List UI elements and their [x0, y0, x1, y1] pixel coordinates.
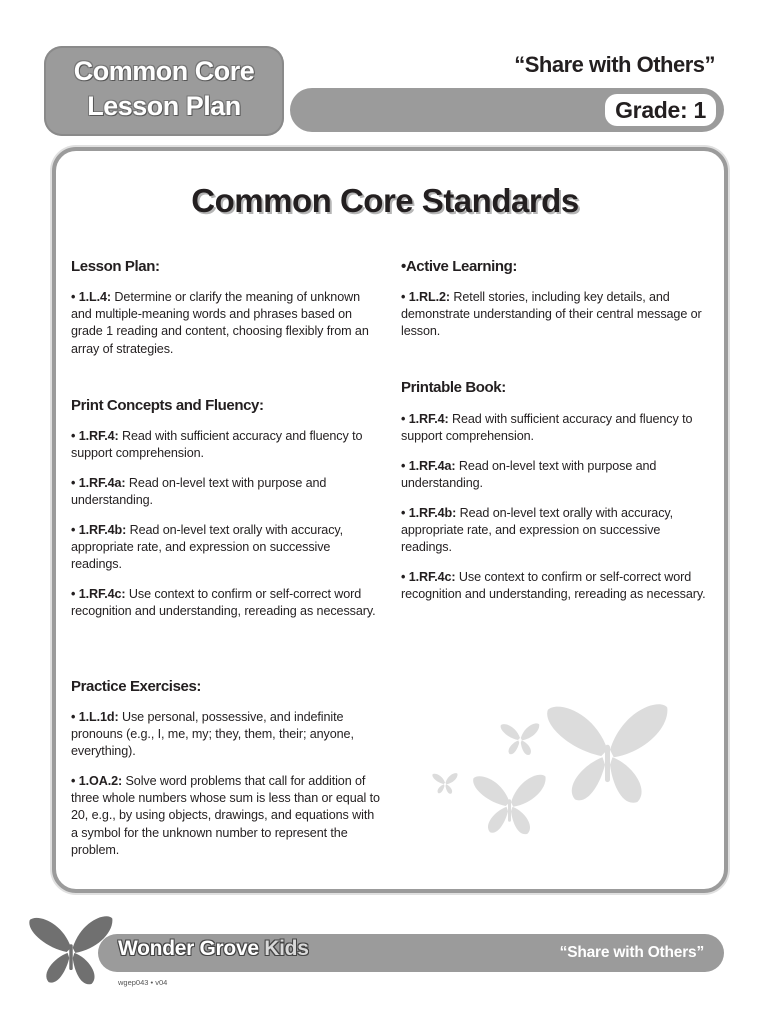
page-title: Common Core Standards	[191, 182, 579, 219]
standard-item	[401, 505, 711, 557]
standard-text: Read on-level text orally with accuracy, appropriate rate, and expression on successive readings.	[71, 523, 344, 572]
standard-code: • 1.RF.4c:	[71, 587, 126, 601]
standard-code: • 1.RF.4c:	[401, 570, 456, 584]
standard-code: • 1.RF.4:	[401, 412, 449, 426]
standard-text: Use personal, possessive, and indefinite pronouns (e.g., I, me, my; they, them, their; anyone, everything).	[71, 710, 354, 759]
standard-item	[71, 522, 383, 574]
badge-line-1: Common Core	[73, 56, 255, 86]
standard-code: • 1.RL.2:	[401, 290, 450, 304]
standard-item	[71, 475, 383, 509]
butterfly-icon	[500, 722, 540, 758]
document-code: wgep043 • v04	[118, 978, 168, 987]
standard-item	[71, 773, 383, 859]
badge-line-2: Lesson Plan	[87, 91, 241, 121]
lesson-plan-badge	[44, 46, 284, 136]
standard-item	[71, 586, 383, 620]
standard-item	[401, 569, 711, 603]
standard-item	[71, 709, 383, 761]
standard-text: Use context to confirm or self-correct word recognition and understanding, rereading as necessary.	[401, 570, 706, 602]
butterfly-icon	[432, 772, 458, 796]
standard-item	[401, 458, 711, 492]
standard-code: • 1.RF.4:	[71, 429, 119, 443]
standard-text: Read with sufficient accuracy and fluency to support comprehension.	[71, 429, 363, 461]
section-heading-lesson-plan: Lesson Plan:	[71, 258, 160, 275]
brand-kids: Kids	[264, 937, 309, 960]
grade-bar	[290, 88, 724, 132]
section-heading-print-concepts: Print Concepts and Fluency:	[71, 397, 264, 414]
standard-code: • 1.L.4:	[71, 290, 112, 304]
section-heading-printable-book: Printable Book:	[401, 379, 506, 396]
standard-text: Read on-level text with purpose and understanding.	[401, 459, 657, 491]
standard-item	[71, 289, 383, 358]
standard-code: • 1.OA.2:	[71, 774, 123, 788]
standard-code: • 1.RF.4a:	[401, 459, 456, 473]
standard-text: Read on-level text with purpose and understanding.	[71, 476, 327, 508]
standard-text: Retell stories, including key details, and demonstrate understanding of their central message or lesson.	[401, 290, 702, 339]
standard-text: Solve word problems that call for addition of three whole numbers whose sum is less than or equal to 20, e.g., by using objects, drawings, and equations with a symbol for the unknown number to represent the problem.	[71, 774, 380, 857]
standard-text: Read with sufficient accuracy and fluency to support comprehension.	[401, 412, 693, 444]
lesson-title: “Share with Others”	[514, 52, 715, 77]
brand-logo	[118, 937, 309, 961]
section-heading-active-learning: •Active Learning:	[401, 258, 517, 275]
footer-quote: “Share with Others”	[559, 944, 704, 961]
standard-code: • 1.RF.4a:	[71, 476, 126, 490]
standard-item	[401, 289, 711, 341]
standard-code: • 1.RF.4b:	[71, 523, 127, 537]
standard-item	[71, 428, 383, 462]
standard-code: • 1.L.1d:	[71, 710, 119, 724]
standard-text: Determine or clarify the meaning of unknown and multiple-meaning words and phrases based on grade 1 reading and content, choosing flexibly from an array of strategies.	[71, 290, 369, 356]
butterfly-icon	[545, 700, 670, 812]
butterfly-icon	[472, 770, 547, 842]
standard-text: Use context to confirm or self-correct word recognition and understanding, rereading as necessary.	[71, 587, 376, 619]
brand-main: Wonder Grove	[118, 937, 259, 960]
logo-butterfly-icon	[28, 912, 114, 992]
grade-label: Grade: 1	[605, 94, 716, 126]
standard-text: Read on-level text orally with accuracy, appropriate rate, and expression on successive readings.	[401, 506, 674, 555]
standard-code: • 1.RF.4b:	[401, 506, 457, 520]
standard-item	[401, 411, 711, 445]
section-heading-practice-exercises: Practice Exercises:	[71, 678, 202, 695]
